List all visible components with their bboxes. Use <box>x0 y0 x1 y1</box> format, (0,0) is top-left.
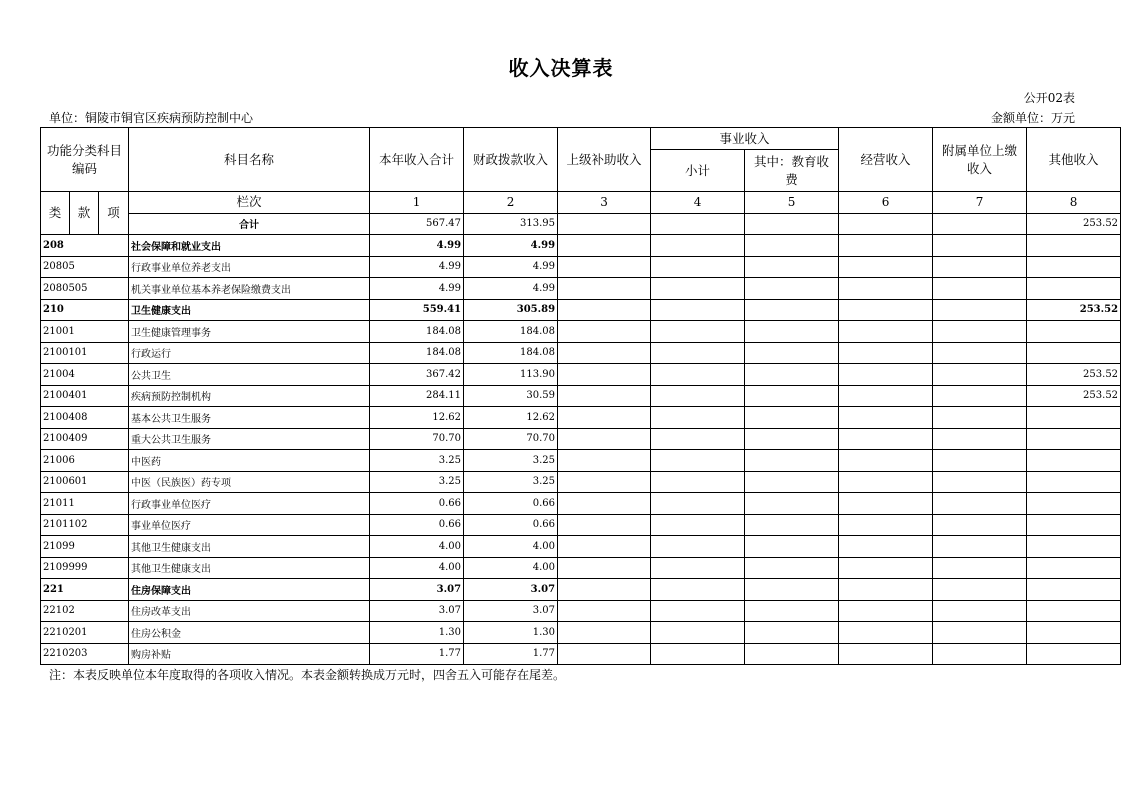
row-name: 其他卫生健康支出 <box>129 536 370 558</box>
row-value: 4.99 <box>370 235 464 257</box>
row-value: 367.42 <box>370 364 464 386</box>
row-value <box>558 428 651 450</box>
row-value <box>839 407 933 429</box>
row-value <box>558 471 651 493</box>
total-value <box>745 213 839 235</box>
header-column-index: 栏次 <box>129 192 370 214</box>
table-row <box>41 321 1121 343</box>
row-value <box>839 557 933 579</box>
row-value: 4.00 <box>370 557 464 579</box>
row-value: 253.52 <box>1027 364 1121 386</box>
header-fiscal: 财政拨款收入 <box>464 128 558 192</box>
row-name: 公共卫生 <box>129 364 370 386</box>
row-value <box>745 256 839 278</box>
row-value: 4.99 <box>464 256 558 278</box>
row-value <box>558 493 651 515</box>
row-value <box>1027 622 1121 644</box>
row-value <box>1027 557 1121 579</box>
footnote: 注：本表反映单位本年度取得的各项收入情况。本表金额转换成万元时，四舍五入可能存在尾差。 <box>49 668 566 682</box>
row-value <box>839 256 933 278</box>
row-value <box>839 579 933 601</box>
row-value <box>558 407 651 429</box>
row-value <box>651 428 745 450</box>
row-value <box>933 643 1027 665</box>
row-value <box>651 321 745 343</box>
row-value <box>558 643 651 665</box>
row-value: 1.30 <box>464 622 558 644</box>
row-code: 21011 <box>41 493 129 515</box>
total-label: 合计 <box>129 213 370 235</box>
row-value <box>839 235 933 257</box>
table-row <box>41 536 1121 558</box>
row-value <box>745 514 839 536</box>
row-value <box>745 643 839 665</box>
row-value: 184.08 <box>370 342 464 364</box>
row-name: 住房公积金 <box>129 622 370 644</box>
row-value: 253.52 <box>1027 299 1121 321</box>
header-subtotal: 小计 <box>651 150 745 192</box>
row-value <box>1027 600 1121 622</box>
row-value <box>839 278 933 300</box>
row-code: 21001 <box>41 321 129 343</box>
row-code: 210 <box>41 299 129 321</box>
row-value: 184.08 <box>370 321 464 343</box>
row-code: 20805 <box>41 256 129 278</box>
row-value <box>1027 514 1121 536</box>
row-name: 住房改革支出 <box>129 600 370 622</box>
row-name: 重大公共卫生服务 <box>129 428 370 450</box>
row-value: 30.59 <box>464 385 558 407</box>
row-value <box>1027 450 1121 472</box>
row-value <box>933 622 1027 644</box>
row-value <box>745 342 839 364</box>
row-code: 2100401 <box>41 385 129 407</box>
row-value <box>558 385 651 407</box>
table-row <box>41 364 1121 386</box>
row-value: 3.25 <box>464 450 558 472</box>
row-value: 305.89 <box>464 299 558 321</box>
row-value <box>558 450 651 472</box>
row-code: 2210203 <box>41 643 129 665</box>
row-value <box>651 450 745 472</box>
row-code: 221 <box>41 579 129 601</box>
row-value <box>1027 643 1121 665</box>
table-row <box>41 622 1121 644</box>
row-value <box>745 385 839 407</box>
row-value <box>745 407 839 429</box>
row-name: 行政运行 <box>129 342 370 364</box>
table-row <box>41 643 1121 665</box>
row-name: 行政事业单位医疗 <box>129 493 370 515</box>
row-value <box>651 299 745 321</box>
row-value <box>933 407 1027 429</box>
row-code: 22102 <box>41 600 129 622</box>
row-code: 2210201 <box>41 622 129 644</box>
table-row <box>41 557 1121 579</box>
table-row <box>41 278 1121 300</box>
col-number: 5 <box>745 192 839 214</box>
income-table <box>40 127 1121 665</box>
row-value <box>651 256 745 278</box>
row-value: 70.70 <box>464 428 558 450</box>
row-value: 0.66 <box>370 493 464 515</box>
row-code: 2100409 <box>41 428 129 450</box>
total-value: 567.47 <box>370 213 464 235</box>
row-name: 其他卫生健康支出 <box>129 557 370 579</box>
row-value: 4.00 <box>464 557 558 579</box>
table-row <box>41 471 1121 493</box>
row-value <box>558 342 651 364</box>
row-value <box>745 364 839 386</box>
row-value: 1.30 <box>370 622 464 644</box>
row-value <box>651 536 745 558</box>
row-name: 中医（民族医）药专项 <box>129 471 370 493</box>
table-row <box>41 450 1121 472</box>
row-value <box>651 622 745 644</box>
row-value <box>933 493 1027 515</box>
row-value <box>839 321 933 343</box>
table-row <box>41 407 1121 429</box>
row-value: 4.99 <box>464 278 558 300</box>
row-value: 284.11 <box>370 385 464 407</box>
row-value <box>1027 342 1121 364</box>
total-value <box>558 213 651 235</box>
header-affiliated: 附属单位上缴收入 <box>933 128 1027 192</box>
unit-label: 单位：铜陵市铜官区疾病预防控制中心 <box>49 111 254 125</box>
row-value <box>1027 428 1121 450</box>
row-name: 机关事业单位基本养老保险缴费支出 <box>129 278 370 300</box>
row-value <box>839 364 933 386</box>
row-value <box>558 235 651 257</box>
total-value <box>839 213 933 235</box>
row-value: 4.99 <box>370 256 464 278</box>
row-value: 1.77 <box>370 643 464 665</box>
row-value <box>933 579 1027 601</box>
row-value: 4.00 <box>464 536 558 558</box>
row-value <box>651 514 745 536</box>
col-number: 2 <box>464 192 558 214</box>
row-value <box>651 385 745 407</box>
row-code: 2100601 <box>41 471 129 493</box>
row-name: 事业单位医疗 <box>129 514 370 536</box>
row-value <box>651 235 745 257</box>
row-value <box>839 536 933 558</box>
row-value <box>558 579 651 601</box>
row-value <box>651 579 745 601</box>
row-value <box>651 407 745 429</box>
row-value <box>839 450 933 472</box>
row-value <box>933 256 1027 278</box>
row-value <box>651 278 745 300</box>
row-value: 12.62 <box>370 407 464 429</box>
header-business: 事业收入 <box>651 128 839 150</box>
row-value <box>839 428 933 450</box>
row-value <box>558 321 651 343</box>
row-value: 184.08 <box>464 321 558 343</box>
row-code: 2100408 <box>41 407 129 429</box>
header-kind: 类 <box>41 192 70 235</box>
row-value <box>745 557 839 579</box>
row-name: 购房补贴 <box>129 643 370 665</box>
col-number: 1 <box>370 192 464 214</box>
row-value <box>745 493 839 515</box>
total-value <box>933 213 1027 235</box>
row-value <box>1027 407 1121 429</box>
row-value: 113.90 <box>464 364 558 386</box>
row-name: 基本公共卫生服务 <box>129 407 370 429</box>
row-code: 21099 <box>41 536 129 558</box>
row-value <box>839 622 933 644</box>
table-row <box>41 299 1121 321</box>
row-value <box>1027 321 1121 343</box>
row-value: 4.99 <box>370 278 464 300</box>
row-value: 1.77 <box>464 643 558 665</box>
row-value <box>558 536 651 558</box>
col-number: 8 <box>1027 192 1121 214</box>
row-value <box>1027 471 1121 493</box>
row-value <box>558 299 651 321</box>
row-value: 0.66 <box>464 514 558 536</box>
col-number: 6 <box>839 192 933 214</box>
row-value <box>933 278 1027 300</box>
total-value: 253.52 <box>1027 213 1121 235</box>
row-value <box>933 321 1027 343</box>
row-value <box>651 600 745 622</box>
row-value <box>745 622 839 644</box>
row-value <box>933 557 1027 579</box>
row-value: 253.52 <box>1027 385 1121 407</box>
row-value <box>558 622 651 644</box>
row-value: 12.62 <box>464 407 558 429</box>
row-value: 3.25 <box>464 471 558 493</box>
row-value <box>933 514 1027 536</box>
row-value <box>933 600 1027 622</box>
row-value <box>745 579 839 601</box>
table-row <box>41 493 1121 515</box>
col-number: 7 <box>933 192 1027 214</box>
row-value <box>839 342 933 364</box>
row-value <box>1027 235 1121 257</box>
total-value: 313.95 <box>464 213 558 235</box>
header-code: 功能分类科目编码 <box>41 128 129 192</box>
row-value: 3.07 <box>464 579 558 601</box>
row-value: 4.00 <box>370 536 464 558</box>
row-value <box>1027 278 1121 300</box>
row-name: 疾病预防控制机构 <box>129 385 370 407</box>
row-value <box>933 385 1027 407</box>
row-value: 3.07 <box>370 579 464 601</box>
row-name: 住房保障支出 <box>129 579 370 601</box>
row-value <box>933 536 1027 558</box>
row-value <box>651 643 745 665</box>
row-value <box>558 278 651 300</box>
table-row <box>41 256 1121 278</box>
row-value <box>558 514 651 536</box>
row-value: 3.07 <box>464 600 558 622</box>
header-superior: 上级补助收入 <box>558 128 651 192</box>
row-name: 卫生健康支出 <box>129 299 370 321</box>
row-value: 184.08 <box>464 342 558 364</box>
row-value: 3.07 <box>370 600 464 622</box>
row-value <box>1027 493 1121 515</box>
row-value <box>651 557 745 579</box>
header-operating: 经营收入 <box>839 128 933 192</box>
col-number: 3 <box>558 192 651 214</box>
header-item: 项 <box>99 192 129 235</box>
row-value <box>745 278 839 300</box>
header-total: 本年收入合计 <box>370 128 464 192</box>
row-name: 卫生健康管理事务 <box>129 321 370 343</box>
row-value <box>933 471 1027 493</box>
row-value <box>558 256 651 278</box>
row-value: 0.66 <box>370 514 464 536</box>
header-other: 其他收入 <box>1027 128 1121 192</box>
row-value <box>558 600 651 622</box>
row-value <box>933 342 1027 364</box>
row-value <box>558 364 651 386</box>
row-value: 559.41 <box>370 299 464 321</box>
row-value <box>1027 256 1121 278</box>
row-value <box>839 385 933 407</box>
row-value <box>933 364 1027 386</box>
row-value <box>651 342 745 364</box>
row-value <box>745 471 839 493</box>
total-row <box>41 213 1121 235</box>
row-value <box>745 428 839 450</box>
row-value: 0.66 <box>464 493 558 515</box>
row-name: 行政事业单位养老支出 <box>129 256 370 278</box>
currency-label: 金额单位：万元 <box>990 111 1075 125</box>
row-code: 2109999 <box>41 557 129 579</box>
row-value: 3.25 <box>370 450 464 472</box>
col-number: 4 <box>651 192 745 214</box>
row-name: 社会保障和就业支出 <box>129 235 370 257</box>
table-row <box>41 579 1121 601</box>
row-value: 3.25 <box>370 471 464 493</box>
total-value <box>651 213 745 235</box>
row-code: 21004 <box>41 364 129 386</box>
table-row <box>41 385 1121 407</box>
row-value <box>745 450 839 472</box>
row-value <box>745 536 839 558</box>
row-value <box>745 600 839 622</box>
table-row <box>41 428 1121 450</box>
row-value <box>1027 536 1121 558</box>
row-value <box>933 428 1027 450</box>
row-value: 70.70 <box>370 428 464 450</box>
row-name: 中医药 <box>129 450 370 472</box>
row-value <box>839 643 933 665</box>
table-row <box>41 514 1121 536</box>
row-code: 2101102 <box>41 514 129 536</box>
row-code: 2080505 <box>41 278 129 300</box>
row-value <box>651 364 745 386</box>
row-value <box>745 321 839 343</box>
row-value <box>839 471 933 493</box>
row-value <box>839 514 933 536</box>
row-value <box>933 235 1027 257</box>
page-title: 收入决算表 <box>508 56 614 80</box>
header-education: 其中：教育收费 <box>745 150 839 192</box>
row-value <box>933 450 1027 472</box>
table-row <box>41 235 1121 257</box>
header-name: 科目名称 <box>129 128 370 192</box>
row-value <box>839 299 933 321</box>
row-code: 2100101 <box>41 342 129 364</box>
row-value <box>839 600 933 622</box>
row-value <box>1027 579 1121 601</box>
header-section: 款 <box>70 192 99 235</box>
row-value <box>651 471 745 493</box>
row-code: 208 <box>41 235 129 257</box>
form-number: 公开02表 <box>1023 91 1075 105</box>
row-value <box>745 299 839 321</box>
row-value <box>745 235 839 257</box>
table-row <box>41 600 1121 622</box>
table-row <box>41 342 1121 364</box>
row-value <box>558 557 651 579</box>
row-value <box>651 493 745 515</box>
row-value: 4.99 <box>464 235 558 257</box>
row-value <box>839 493 933 515</box>
row-value <box>933 299 1027 321</box>
row-code: 21006 <box>41 450 129 472</box>
